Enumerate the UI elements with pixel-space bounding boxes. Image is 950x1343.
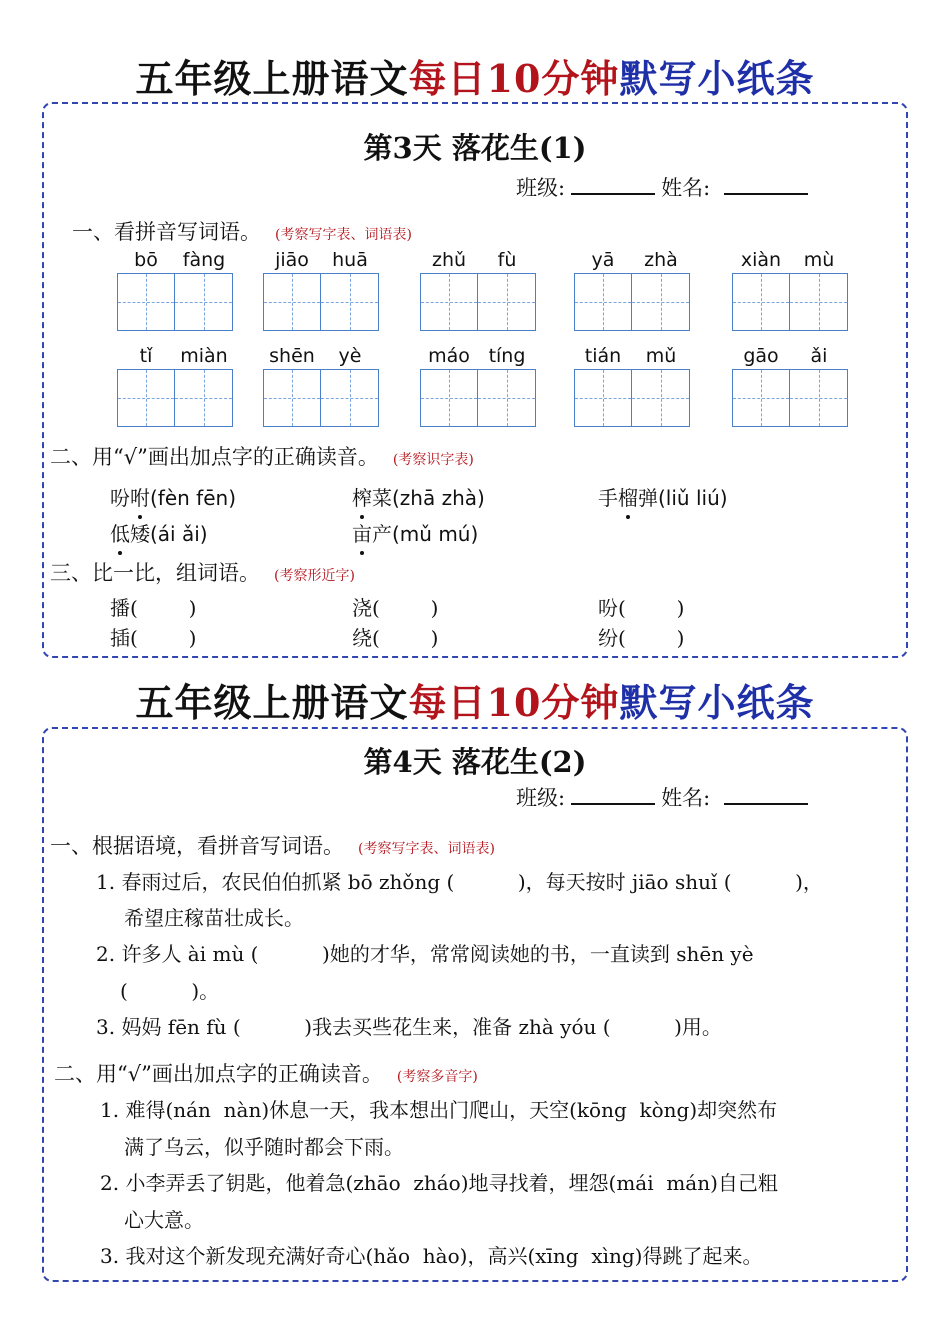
header-part-grade: 五年级上册语文 (135, 56, 409, 101)
compare-blank[interactable]: ( ) (618, 626, 685, 650)
pinyin-syllable: shēn (269, 345, 315, 367)
compare-item[interactable] (352, 622, 438, 651)
dotted-char: 亩 (352, 522, 372, 546)
writing-grid[interactable] (420, 273, 536, 331)
writing-cell[interactable] (263, 273, 321, 331)
day3-class-name-line (516, 172, 814, 202)
context-line[interactable]: 3. 妈妈 fēn fù ( )我去买些花生来，准备 zhà yóu ( )用。 (96, 1015, 722, 1039)
page-header-2 (0, 672, 950, 727)
section-note: (考察形近字) (274, 568, 355, 584)
pinyin-syllable: ǎi (810, 345, 828, 367)
pinyin-syllable: fù (497, 249, 517, 271)
header-part-daily: 每日10分钟 (408, 680, 620, 725)
pinyin-syllable: yā (591, 249, 615, 271)
writing-cell[interactable] (790, 273, 848, 331)
reading-char: 菜 (372, 486, 392, 510)
pinyin-syllable: tǐ (139, 345, 153, 367)
reading-options[interactable]: (fèn fēn) (150, 486, 237, 510)
compare-blank[interactable]: ( ) (372, 626, 439, 650)
header-part-daily: 每日10分钟 (408, 56, 620, 101)
writing-cell[interactable] (175, 369, 233, 427)
day3-section3-heading (50, 557, 355, 587)
writing-cell[interactable] (117, 273, 175, 331)
writing-cell[interactable] (732, 369, 790, 427)
polyphone-line: 心大意。 (124, 1208, 204, 1232)
compare-blank[interactable]: ( ) (372, 596, 439, 620)
writing-grid[interactable] (732, 369, 848, 427)
writing-cell[interactable] (117, 369, 175, 427)
compare-blank[interactable]: ( ) (130, 626, 197, 650)
writing-cell[interactable] (321, 369, 379, 427)
reading-item (352, 482, 485, 511)
writing-cell[interactable] (574, 273, 632, 331)
pinyin-syllable: mù (803, 249, 835, 271)
writing-cell[interactable] (632, 273, 690, 331)
compare-item[interactable] (598, 622, 684, 651)
compare-char: 纷 (598, 626, 618, 650)
reading-options[interactable]: (liǔ liú) (658, 486, 728, 510)
pinyin-syllable: zhà (644, 249, 678, 271)
pinyin-syllable: jiāo (275, 249, 309, 271)
compare-item[interactable] (598, 592, 684, 621)
polyphone-line[interactable]: 3. 我对这个新发现充满好奇心(hǎo hào)，高兴(xīng xìng)得跳了起来。 (100, 1244, 763, 1268)
name-label: 姓名: (661, 176, 711, 200)
header-part-dictation: 默写小纸条 (619, 56, 815, 101)
reading-char: 弹 (638, 486, 658, 510)
writing-cell[interactable] (175, 273, 233, 331)
writing-grid[interactable] (117, 369, 233, 427)
compare-char: 插 (110, 626, 130, 650)
writing-cell[interactable] (732, 273, 790, 331)
section-heading-text: 二、用“√”画出加点字的正确读音。 (54, 1062, 383, 1086)
compare-item[interactable] (352, 592, 438, 621)
dotted-char: 咐 (130, 486, 150, 510)
compare-char: 播 (110, 596, 130, 620)
section-heading-text: 一、根据语境，看拼音写词语。 (50, 834, 344, 858)
writing-cell[interactable] (478, 273, 536, 331)
day4-class-name-line (516, 782, 814, 812)
compare-char: 浇 (352, 596, 372, 620)
writing-grid[interactable] (574, 273, 690, 331)
dotted-char: 榨 (352, 486, 372, 510)
pinyin-syllable: huā (332, 249, 368, 271)
class-blank[interactable] (571, 175, 655, 195)
pinyin-syllable: yè (338, 345, 362, 367)
writing-grid[interactable] (420, 369, 536, 427)
section-note: (考察写字表、词语表) (275, 227, 412, 243)
pinyin-syllable: fàng (182, 249, 226, 271)
pinyin-syllable: máo (428, 345, 470, 367)
class-label: 班级: (516, 176, 566, 200)
writing-grid[interactable] (263, 369, 379, 427)
class-label: 班级: (516, 786, 566, 810)
writing-grid[interactable] (574, 369, 690, 427)
context-line[interactable]: ( )。 (120, 979, 220, 1003)
reading-char: 产 (372, 522, 392, 546)
compare-item[interactable] (110, 592, 196, 621)
compare-char: 绕 (352, 626, 372, 650)
reading-char: 手 (598, 486, 618, 510)
reading-char: 矮 (130, 522, 150, 546)
compare-item[interactable] (110, 622, 196, 651)
reading-char: 吩 (110, 486, 130, 510)
polyphone-line: 满了乌云，似乎随时都会下雨。 (124, 1135, 404, 1159)
context-line[interactable]: 1. 春雨过后，农民伯伯抓紧 bō zhǒng ( )，每天按时 jiāo shuǐ ( )， (96, 870, 823, 894)
pinyin-syllable: tián (584, 345, 622, 367)
page-header (0, 48, 950, 103)
reading-item (598, 482, 728, 511)
name-label: 姓名: (661, 786, 711, 810)
header-part-dictation: 默写小纸条 (619, 680, 815, 725)
compare-blank[interactable]: ( ) (618, 596, 685, 620)
pinyin-syllable: gāo (743, 345, 779, 367)
class-blank[interactable] (571, 785, 655, 805)
writing-cell[interactable] (420, 369, 478, 427)
day3-section1-heading (72, 216, 412, 246)
writing-cell[interactable] (478, 369, 536, 427)
writing-cell[interactable] (574, 369, 632, 427)
section-heading-text: 一、看拼音写词语。 (72, 220, 261, 244)
section-heading-text: 三、比一比，组词语。 (50, 561, 260, 585)
pinyin-syllable: zhǔ (431, 249, 467, 271)
day4-section2-heading (54, 1058, 478, 1088)
reading-options[interactable]: (ái ǎi) (150, 522, 208, 546)
pinyin-syllable: xiàn (740, 249, 782, 271)
pinyin-syllable: mǔ (645, 345, 677, 367)
compare-char: 吩 (598, 596, 618, 620)
header-part-grade: 五年级上册语文 (135, 680, 409, 725)
day4-title: 第4天 落花生(2) (363, 745, 587, 779)
reading-item (110, 482, 236, 511)
day3-section2-heading (50, 441, 474, 471)
writing-cell[interactable] (790, 369, 848, 427)
reading-options[interactable]: (mǔ mú) (392, 522, 479, 546)
polyphone-line[interactable]: 1. 难得(nán nàn)休息一天，我本想出门爬山，天空(kōng kòng)却突然布 (100, 1098, 778, 1122)
polyphone-line[interactable]: 2. 小李弄丢了钥匙，他着急(zhāo zháo)地寻找着，埋怨(mái mán)自己粗 (100, 1171, 778, 1195)
context-line[interactable]: 2. 许多人 ài mù ( )她的才华，常常阅读她的书，一直读到 shēn yè (96, 942, 754, 966)
compare-blank[interactable]: ( ) (130, 596, 197, 620)
context-line: 希望庄稼苗壮成长。 (124, 906, 304, 930)
pinyin-syllable: miàn (180, 345, 228, 367)
reading-options[interactable]: (zhā zhà) (392, 486, 485, 510)
writing-cell[interactable] (632, 369, 690, 427)
writing-grid[interactable] (732, 273, 848, 331)
writing-cell[interactable] (321, 273, 379, 331)
pinyin-syllable: bō (134, 249, 158, 271)
day4-section1-heading (50, 830, 495, 860)
day3-title: 第3天 落花生(1) (363, 131, 587, 165)
dotted-char: 榴 (618, 486, 638, 510)
writing-cell[interactable] (420, 273, 478, 331)
name-blank[interactable] (724, 785, 808, 805)
section-note: (考察多音字) (396, 1069, 478, 1085)
section-note: (考察写字表、词语表) (358, 841, 495, 857)
writing-cell[interactable] (263, 369, 321, 427)
writing-grid[interactable] (263, 273, 379, 331)
reading-item (110, 518, 208, 547)
section-heading-text: 二、用“√”画出加点字的正确读音。 (50, 445, 379, 469)
name-blank[interactable] (724, 175, 808, 195)
section-note: (考察识字表) (392, 452, 474, 468)
writing-grid[interactable] (117, 273, 233, 331)
pinyin-syllable: tíng (488, 345, 526, 367)
dotted-char: 低 (110, 522, 130, 546)
reading-item (352, 518, 478, 547)
